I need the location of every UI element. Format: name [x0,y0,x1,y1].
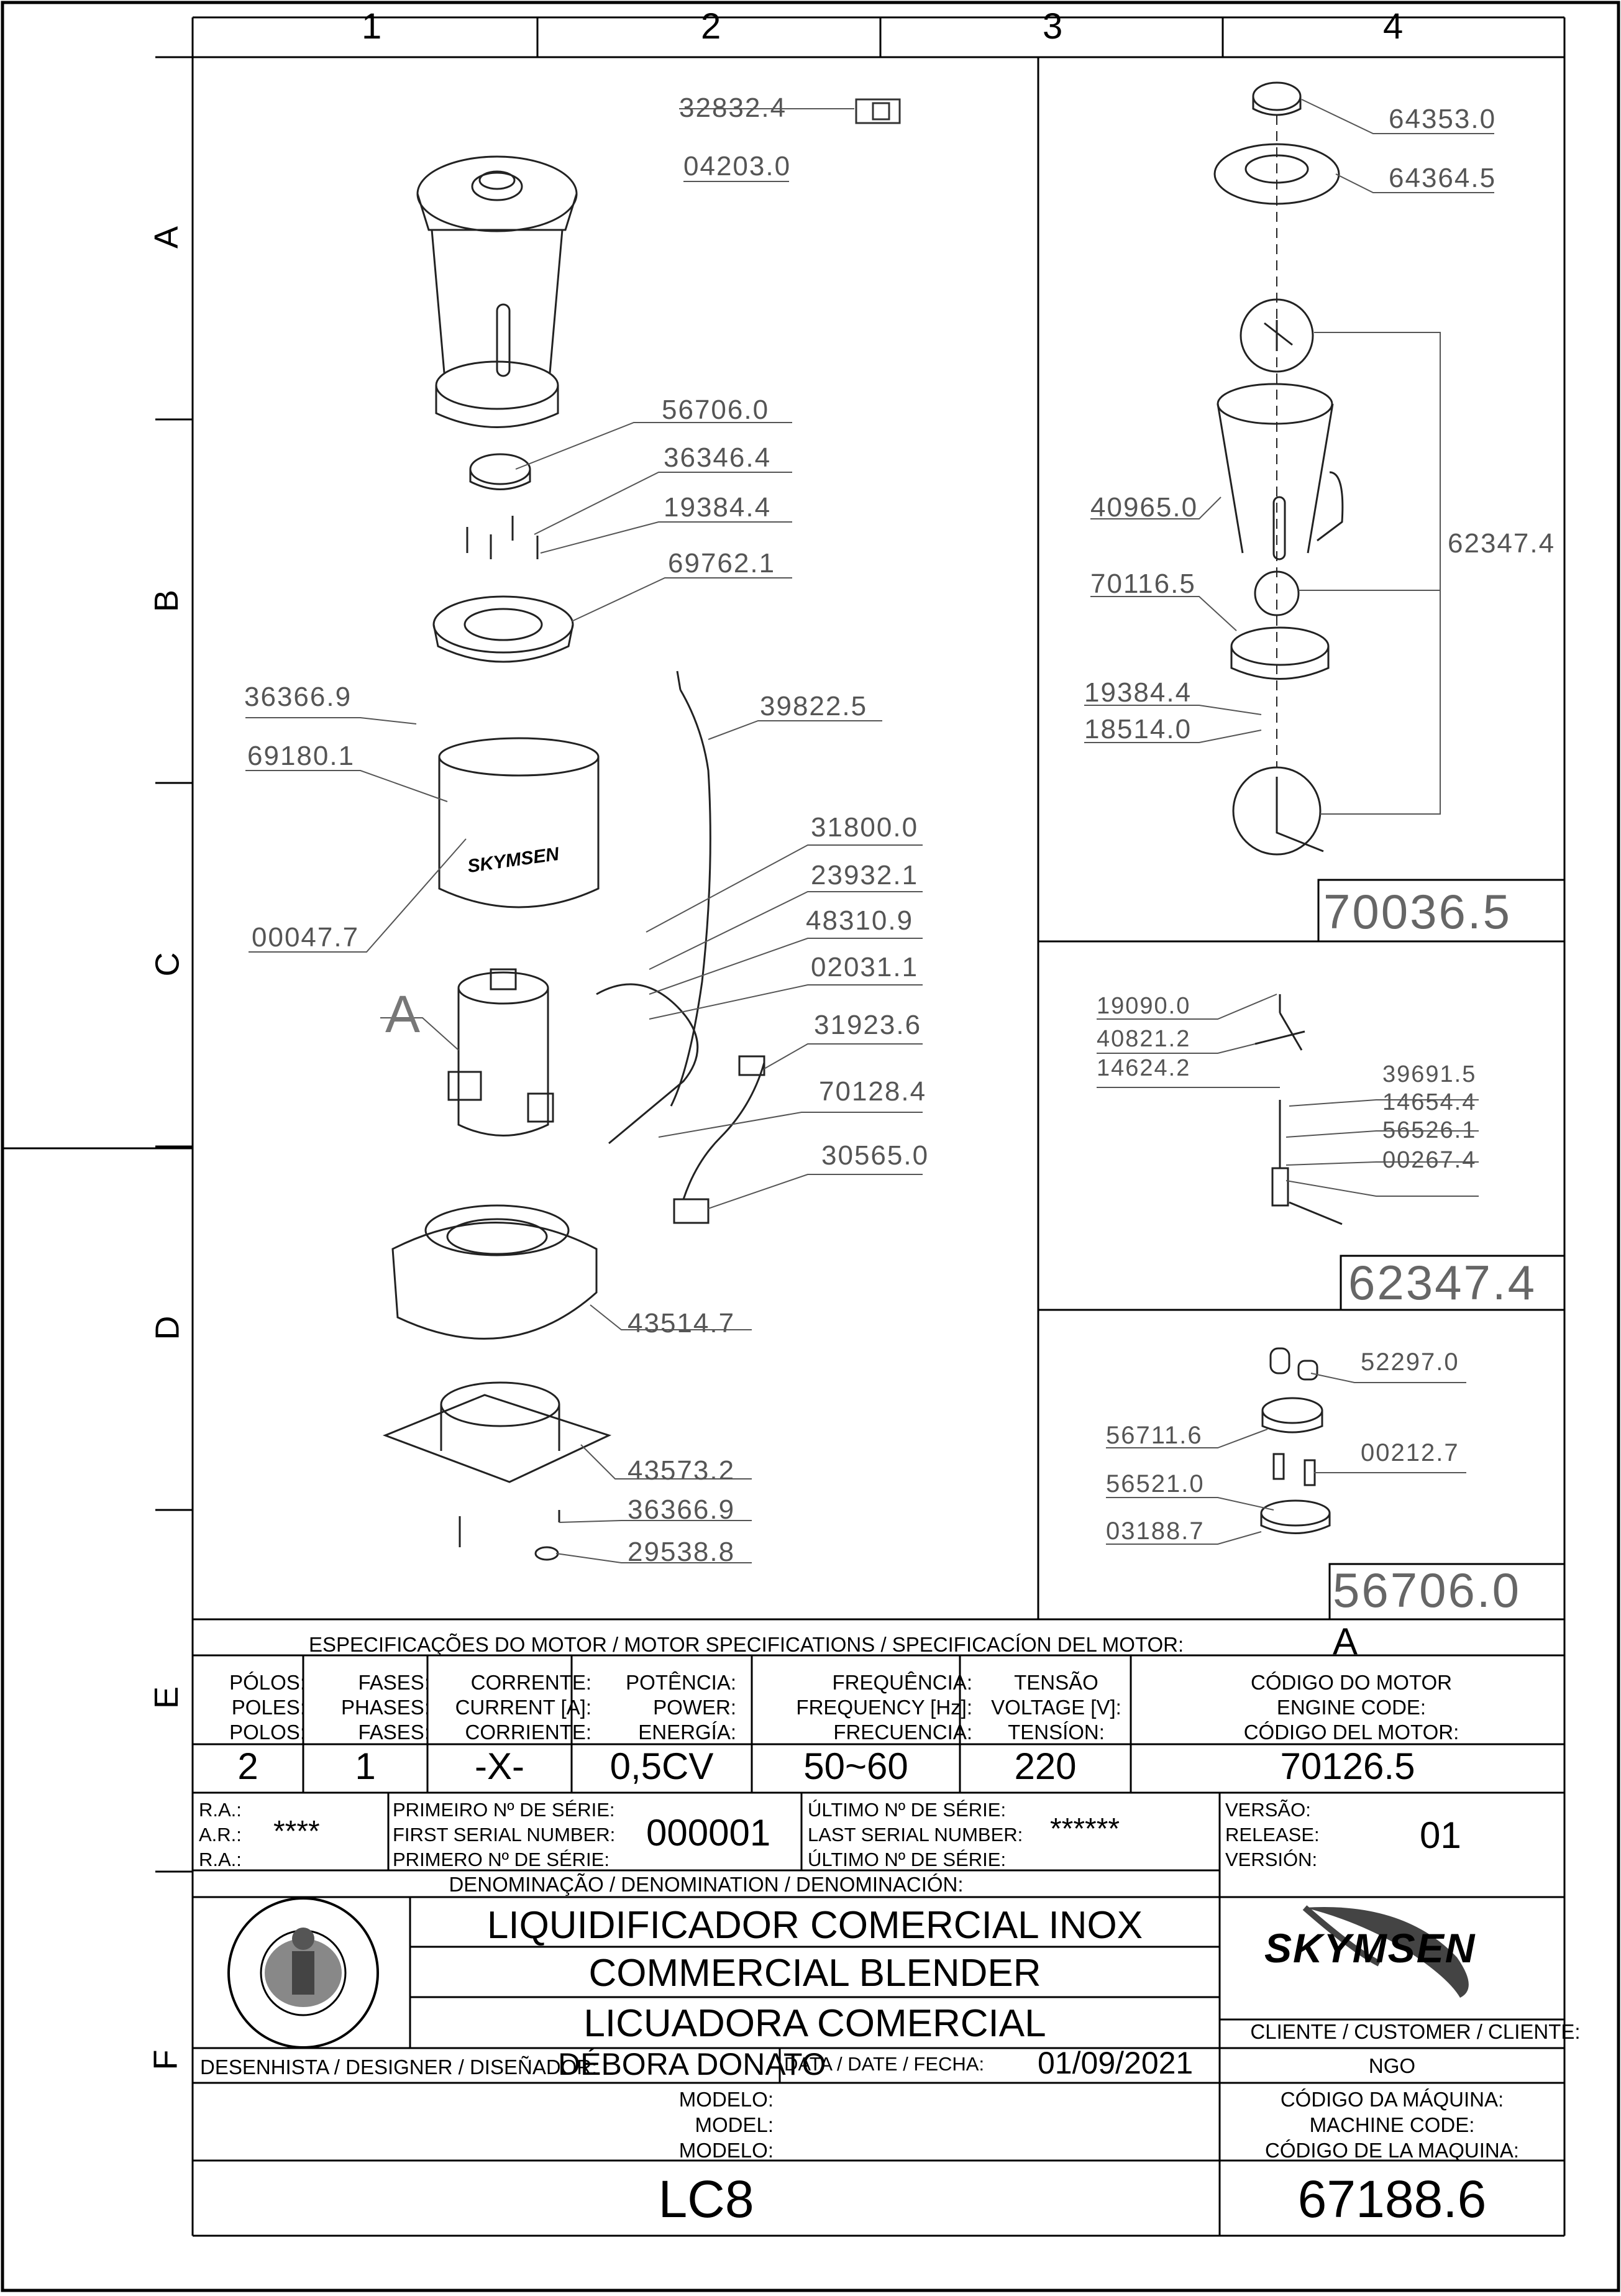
part-number: 30565.0 [821,1140,929,1171]
assembly-code: 56706.0 [1333,1563,1521,1617]
version-labels: VERSÃO: RELEASE: VERSIÓN: [1225,1799,1320,1870]
spec-value-engine-code: 70126.5 [1280,1745,1415,1787]
client-label: CLIENTE / CUSTOMER / CLIENTE: [1250,2020,1581,2043]
row-label-e: E [148,1686,186,1709]
spec-value-poles: 2 [237,1745,258,1787]
part-number: 39691.5 [1382,1061,1477,1087]
first-serial-value: 000001 [646,1812,771,1854]
part-number: 23932.1 [811,860,919,890]
last-serial-labels: ÚLTIMO Nº DE SÉRIE: LAST SERIAL NUMBER: ÚLTIMO Nº DE SÉRIE: [808,1799,1023,1870]
column-label-1: 1 [362,6,382,47]
column-label-2: 2 [701,6,721,47]
coupling-assembly-view [1261,1348,1330,1534]
denomination-en: COMMERCIAL BLENDER [588,1952,1041,1995]
part-number: 29538.8 [628,1537,736,1567]
part-number: 70128.4 [819,1076,927,1107]
ra-labels: R.A.: A.R.: R.A.: [199,1799,242,1870]
part-number: 36366.9 [244,682,352,712]
assembly-code: 62347.4 [1348,1255,1537,1310]
skymsen-logo: SKYMSEN [1264,1925,1476,1971]
version-value: 01 [1420,1814,1461,1856]
row-label-d: D [148,1315,186,1340]
ra-value: **** [273,1815,320,1848]
spec-header-power: POTÊNCIA: POWER: ENERGÍA: [626,1671,736,1744]
blade-assembly-view [1255,994,1342,1224]
designer-label: DESENHISTA / DESIGNER / DISEÑADOR: [200,2056,598,2079]
jar-exploded-view [1215,83,1343,854]
part-number: 43573.2 [628,1455,736,1486]
row-label-f: F [147,2049,185,2070]
part-number: 56526.1 [1382,1117,1477,1143]
part-number: 03188.7 [1106,1517,1205,1545]
model-value: LC8 [658,2170,754,2228]
part-number: 56711.6 [1106,1422,1203,1449]
row-label-c: C [148,952,186,977]
spec-header-poles: PÓLOS: POLES: POLOS: [229,1671,306,1744]
spec-value-power: 0,5CV [610,1745,714,1787]
part-number: 69180.1 [247,741,355,771]
housing-brand-text: SKYMSEN [466,843,560,877]
designer-value: DÉBORA DONATO [558,2047,826,2082]
part-number: 00212.7 [1361,1439,1459,1466]
spec-header-frequency: FREQUÊNCIA: FREQUENCY [Hz]: FRECUENCIA: [796,1671,972,1744]
part-number: 40965.0 [1090,492,1199,523]
denomination-label: DENOMINAÇÃO / DENOMINATION / DENOMINACIÓN: [449,1873,964,1896]
spec-header-current: CORRENTE: CURRENT [A]: CORRIENTE: [455,1671,591,1744]
spec-value-current: -X- [475,1745,524,1787]
main-exploded-view [385,157,764,1560]
part-number: 31923.6 [814,1010,922,1040]
date-value: 01/09/2021 [1038,2046,1194,2080]
part-number: 19384.4 [1084,677,1192,708]
part-number: 02031.1 [811,952,919,982]
machine-code-labels: CÓDIGO DA MÁQUINA: MACHINE CODE: CÓDIGO DE LA MAQUINA: [1265,2088,1519,2162]
part-number: 40821.2 [1097,1026,1191,1052]
assistencia-tecnica-stamp [229,1898,378,2047]
part-number: 00267.4 [1382,1147,1477,1173]
part-number: 69762.1 [668,548,776,579]
row-label-a: A [148,226,186,249]
manual-icon [856,99,900,123]
denomination-pt: LIQUIDIFICADOR COMERCIAL INOX [486,1904,1143,1947]
part-number: 19090.0 [1097,993,1191,1019]
spec-header-engine-code: CÓDIGO DO MOTOR ENGINE CODE: CÓDIGO DEL MOTOR: [1243,1671,1459,1744]
spec-value-voltage: 220 [1014,1745,1077,1787]
last-serial-value: ****** [1050,1813,1120,1845]
motor-specs-ref: A [1333,1621,1358,1662]
part-number: 64364.5 [1389,163,1497,193]
motor-reference-letter: A [385,985,421,1043]
part-number: 70116.5 [1090,569,1196,599]
part-number: 64353.0 [1389,104,1497,134]
part-number: 14654.4 [1382,1089,1477,1115]
part-number: 56521.0 [1106,1470,1205,1498]
spec-value-frequency: 50~60 [803,1745,908,1787]
client-value: NGO [1368,2054,1416,2077]
row-label-b: B [148,589,186,613]
part-number: 52297.0 [1361,1348,1459,1376]
part-number: 18514.0 [1084,714,1192,744]
model-labels: MODELO: MODEL: MODELO: [678,2088,774,2162]
part-number: 32832.4 [679,93,787,123]
part-number: 56706.0 [662,395,770,425]
part-number: 14624.2 [1097,1055,1191,1081]
spec-value-phases: 1 [355,1745,376,1787]
column-label-4: 4 [1383,6,1404,47]
first-serial-labels: PRIMEIRO Nº DE SÉRIE: FIRST SERIAL NUMBER: PRIMERO Nº DE SÉRIE: [393,1799,616,1870]
spec-header-voltage: TENSÃO VOLTAGE [V]: TENSÍON: [991,1671,1121,1744]
date-label: DATA / DATE / FECHA: [784,2053,985,2075]
part-number: 39822.5 [760,691,868,721]
machine-code-value: 67188.6 [1297,2170,1487,2228]
part-number: 00047.7 [252,922,360,953]
part-number: 19384.4 [664,492,772,523]
assembly-code: 70036.5 [1323,884,1512,939]
part-number: 48310.9 [806,905,914,936]
part-number: 36346.4 [664,442,772,473]
part-number: 43514.7 [628,1308,736,1338]
spec-header-phases: FASES: PHASES: FASES: [340,1671,430,1744]
denomination-es: LICUADORA COMERCIAL [583,2002,1046,2045]
motor-specs-title: ESPECIFICAÇÕES DO MOTOR / MOTOR SPECIFICATIONS / SPECIFICACÍON DEL MOTOR: [309,1633,1184,1656]
part-number: 04203.0 [683,151,792,181]
part-number: 31800.0 [811,812,919,843]
part-number: 62347.4 [1448,528,1556,559]
part-number: 36366.9 [628,1494,736,1525]
column-label-3: 3 [1043,6,1063,47]
